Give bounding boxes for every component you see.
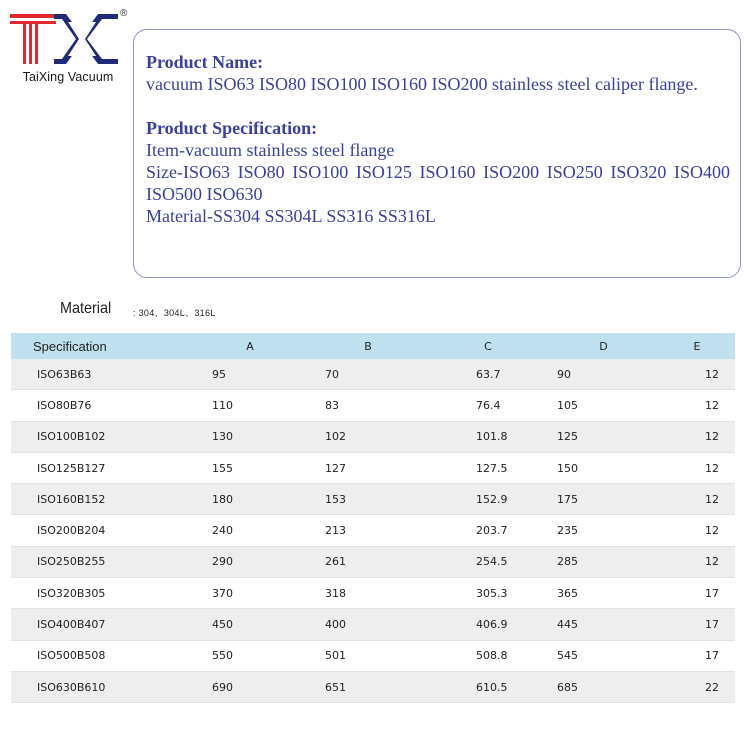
table-row <box>11 609 735 640</box>
header-e: E <box>659 333 735 359</box>
table-row <box>11 390 735 421</box>
cell-specification: ISO125B127 <box>11 452 192 483</box>
cell-a: 155 <box>192 452 308 483</box>
table-row <box>11 484 735 515</box>
product-spec-heading: Product Specification: <box>146 118 318 138</box>
table-row <box>11 640 735 671</box>
cell-e: 12 <box>659 421 735 452</box>
header-b: B <box>308 333 428 359</box>
header-a: A <box>192 333 308 359</box>
cell-a: 690 <box>192 671 308 702</box>
cell-c: 508.8 <box>428 640 548 671</box>
cell-a: 550 <box>192 640 308 671</box>
material-label: Material <box>60 300 112 317</box>
table-row <box>11 515 735 546</box>
cell-specification: ISO160B152 <box>11 484 192 515</box>
cell-b: 213 <box>308 515 428 546</box>
cell-e: 22 <box>659 671 735 702</box>
cell-c: 76.4 <box>428 390 548 421</box>
taixing-logo-mark <box>10 10 120 64</box>
cell-e: 12 <box>659 359 735 390</box>
cell-b: 102 <box>308 421 428 452</box>
cell-specification: ISO250B255 <box>11 546 192 577</box>
cell-e: 12 <box>659 452 735 483</box>
cell-e: 12 <box>659 390 735 421</box>
brand-name: TaiXing Vacuum <box>22 70 114 84</box>
cell-a: 110 <box>192 390 308 421</box>
header-c: C <box>428 333 548 359</box>
cell-a: 95 <box>192 359 308 390</box>
cell-b: 651 <box>308 671 428 702</box>
cell-a: 370 <box>192 578 308 609</box>
spec-material-line: Material-SS304 SS304L SS316 SS316L <box>146 206 436 226</box>
cell-specification: ISO100B102 <box>11 421 192 452</box>
product-name-heading: Product Name: <box>146 52 264 72</box>
table-header-row <box>11 333 735 359</box>
cell-c: 127.5 <box>428 452 548 483</box>
table-body <box>11 359 735 703</box>
cell-d: 685 <box>548 671 659 702</box>
cell-b: 400 <box>308 609 428 640</box>
cell-d: 285 <box>548 546 659 577</box>
cell-b: 153 <box>308 484 428 515</box>
cell-c: 305.3 <box>428 578 548 609</box>
header-d: D <box>548 333 659 359</box>
cell-a: 450 <box>192 609 308 640</box>
table-row <box>11 421 735 452</box>
cell-a: 240 <box>192 515 308 546</box>
cell-c: 63.7 <box>428 359 548 390</box>
table-row <box>11 452 735 483</box>
cell-b: 318 <box>308 578 428 609</box>
cell-e: 12 <box>659 515 735 546</box>
cell-c: 610.5 <box>428 671 548 702</box>
cell-c: 101.8 <box>428 421 548 452</box>
cell-b: 127 <box>308 452 428 483</box>
cell-b: 83 <box>308 390 428 421</box>
cell-a: 290 <box>192 546 308 577</box>
cell-b: 261 <box>308 546 428 577</box>
cell-specification: ISO630B610 <box>11 671 192 702</box>
cell-specification: ISO320B305 <box>11 578 192 609</box>
cell-specification: ISO200B204 <box>11 515 192 546</box>
cell-b: 70 <box>308 359 428 390</box>
table-row <box>11 671 735 702</box>
cell-e: 17 <box>659 578 735 609</box>
cell-c: 406.9 <box>428 609 548 640</box>
cell-a: 180 <box>192 484 308 515</box>
registered-trademark-mark: ® <box>120 8 128 19</box>
cell-e: 17 <box>659 609 735 640</box>
table-row <box>11 546 735 577</box>
cell-specification: ISO500B508 <box>11 640 192 671</box>
cell-d: 235 <box>548 515 659 546</box>
spec-table <box>11 333 735 703</box>
cell-c: 152.9 <box>428 484 548 515</box>
cell-e: 12 <box>659 546 735 577</box>
cell-d: 365 <box>548 578 659 609</box>
company-logo <box>6 10 128 86</box>
product-info-box <box>133 29 741 278</box>
cell-b: 501 <box>308 640 428 671</box>
cell-d: 105 <box>548 390 659 421</box>
cell-specification: ISO80B76 <box>11 390 192 421</box>
cell-d: 175 <box>548 484 659 515</box>
cell-specification: ISO63B63 <box>11 359 192 390</box>
cell-c: 203.7 <box>428 515 548 546</box>
header-specification: Specification <box>11 333 192 359</box>
cell-d: 125 <box>548 421 659 452</box>
cell-e: 17 <box>659 640 735 671</box>
material-value: : 304、304L、316L <box>133 308 216 318</box>
table-row <box>11 578 735 609</box>
cell-c: 254.5 <box>428 546 548 577</box>
product-name-text: vacuum ISO63 ISO80 ISO100 ISO160 ISO200 stainless steel caliper flange. <box>146 74 698 94</box>
cell-d: 545 <box>548 640 659 671</box>
cell-a: 130 <box>192 421 308 452</box>
cell-d: 90 <box>548 359 659 390</box>
spec-size-line: Size-ISO63 ISO80 ISO100 ISO125 ISO160 ISO200 ISO250 ISO320 ISO400 ISO500 ISO630 <box>146 162 730 204</box>
cell-d: 445 <box>548 609 659 640</box>
cell-e: 12 <box>659 484 735 515</box>
cell-specification: ISO400B407 <box>11 609 192 640</box>
spec-item-line: Item-vacuum stainless steel flange <box>146 140 395 160</box>
table-row <box>11 359 735 390</box>
material-line <box>60 300 216 318</box>
cell-d: 150 <box>548 452 659 483</box>
